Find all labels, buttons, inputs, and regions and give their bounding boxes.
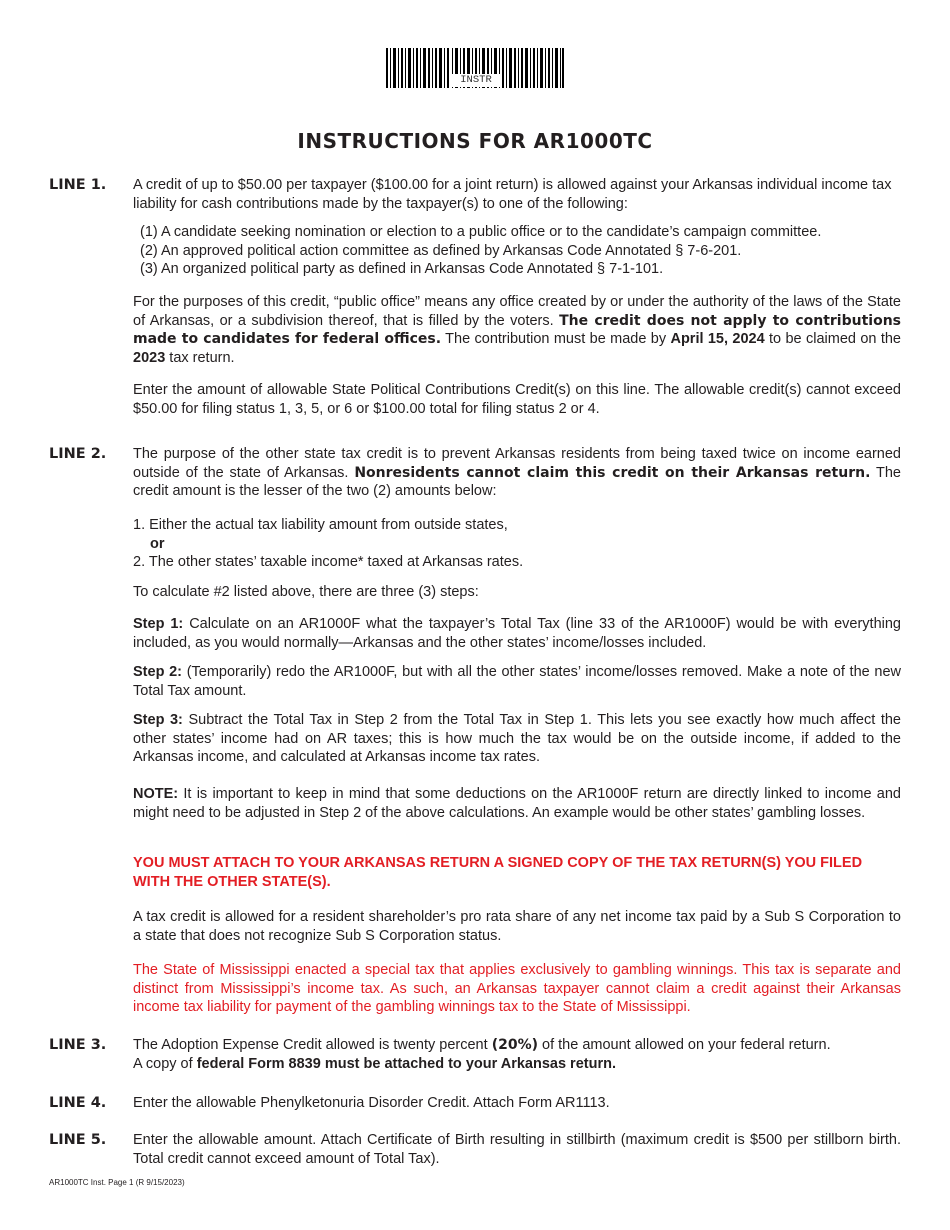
line-2-intro (133, 445, 901, 501)
line-1-list (133, 223, 901, 279)
mississippi-paragraph: The State of Mississippi enacted a special tax that applies exclusively to gambling winnings. This tax is separate and distinct from Mississippi’s income tax. As such, an Arkansas taxpayer cannot claim a credit against their Arkansas income tax liability for payment of the gambling winnings tax to the State of Mississippi. (133, 962, 901, 1015)
federal-exclusion-notice: The credit does not apply to contributions made to candidates for federal offices. (133, 312, 901, 347)
line-4-label: LINE 4. (49, 1095, 107, 1111)
text-span: The purpose of the other state tax credit is to prevent Arkansas residents from being taxed twice on income earned outside of the state of Arkansas. (133, 446, 901, 481)
step-2-text: (Temporarily) redo the AR1000F, but with all the other states’ income/losses removed. Make a note of the new Total Tax amount. (133, 664, 901, 699)
line-1-public-office-paragraph (133, 293, 901, 367)
step-3-text: Subtract the Total Tax in Step 2 from the Total Tax in Step 1. This lets you see exactly how much affect the other states’ income had on AR taxes; this is how much the tax would be on the outside income, if added to the Arkansas income, and calculated at Arkansas income tax rates. (133, 712, 901, 765)
text-span: to be claimed on the (764, 331, 901, 347)
text-span: The Adoption Expense Credit allowed is twenty percent (133, 1037, 492, 1053)
option-1: 1. Either the actual tax liability amount from outside states, (133, 517, 508, 533)
text-span: The credit amount is the lesser of the two (2) amounts below: (133, 464, 901, 499)
option-or: or (150, 535, 165, 552)
line-1-intro (133, 176, 901, 213)
line-1-allowable-paragraph (133, 381, 901, 418)
step-1-text: Calculate on an AR1000F what the taxpayer’s Total Tax (line 33 of the AR1000F) would be with everything included, as you would normally—Arkansas and the other states’ income/losses included. (133, 616, 901, 651)
text-span: The contribution must be made by (441, 331, 671, 347)
subs-corporation-paragraph: A tax credit is allowed for a resident shareholder’s pro rata share of any net income tax paid by a Sub S Corporation to a state that does not recognize Sub S Corporation status. (133, 909, 901, 944)
barcode-label: INSTR (452, 74, 500, 87)
step-3-label: Step 3: (133, 712, 183, 728)
step-1 (133, 615, 901, 652)
line-3-text (133, 1036, 833, 1073)
nonresident-notice: Nonresidents cannot claim this credit on their Arkansas return. (354, 464, 871, 481)
deadline-date: April 15, 2024 (670, 331, 765, 347)
line-3-label: LINE 3. (49, 1037, 107, 1053)
line-1-intro-text: A credit of up to $50.00 per taxpayer ($100.00 for a joint return) is allowed against your Arkansas individual income tax liability for cash contributions made by the taxpayer(s) to one of the following: (133, 177, 892, 212)
barcode (386, 48, 564, 88)
line-1-label: LINE 1. (49, 177, 107, 193)
list-item: (2) An approved political action committee as defined by Arkansas Code Annotated § 7-6-201. (140, 242, 742, 259)
line-5-label: LINE 5. (49, 1132, 107, 1148)
page-footer: AR1000TC Inst. Page 1 (R 9/15/2023) (49, 1178, 185, 1187)
line-2-label: LINE 2. (49, 446, 107, 462)
note-text: It is important to keep in mind that some deductions on the AR1000F return are directly linked to income and might need to be adjusted in Step 2 of the above calculations. An example would be other states’ gambling losses. (133, 786, 901, 821)
step-2 (133, 663, 901, 700)
list-item: (3) An organized political party as defined in Arkansas Code Annotated § 7-1-101. (140, 261, 664, 277)
line-2-calc-intro: To calculate #2 listed above, there are three (3) steps: (133, 584, 479, 600)
note-label: NOTE: (133, 786, 179, 802)
line-2-options (133, 516, 901, 572)
text-span: tax return. (165, 349, 235, 366)
step-3 (133, 711, 901, 767)
text-span: For the purposes of this credit, “public office” means any office created by or under the authority of the laws of the State of Arkansas, or a subdivision thereof, that is filled by the voters. (133, 294, 901, 329)
tax-year: 2023 (133, 349, 166, 366)
line-1-allowable-text: Enter the amount of allowable State Political Contributions Credit(s) on this line. The allowable credit(s) cannot exceed $50.00 for filing status 1, 3, 5, or 6 or $100.00 total for filing status 2 or 4. (133, 382, 901, 417)
list-item: (1) A candidate seeking nomination or election to a public office or to the candidate’s campaign committee. (140, 224, 822, 240)
note (133, 785, 901, 822)
page-title: INSTRUCTIONS FOR AR1000TC (297, 129, 653, 153)
option-2: 2. The other states’ taxable income* taxed at Arkansas rates. (133, 554, 524, 570)
line-5-text: Enter the allowable amount. Attach Certificate of Birth resulting in stillbirth (maximum credit is $500 per stillborn birth. Total credit cannot exceed amount of Total Tax). (133, 1132, 901, 1167)
line-4-text: Enter the allowable Phenylketonuria Disorder Credit. Attach Form AR1113. (133, 1095, 610, 1111)
step-2-label: Step 2: (133, 664, 183, 680)
attach-warning: YOU MUST ATTACH TO YOUR ARKANSAS RETURN A SIGNED COPY OF THE TAX RETURN(S) YOU FILED WITH THE OTHER STATE(S). (133, 855, 863, 890)
step-1-label: Step 1: (133, 616, 184, 632)
percentage: (20%) (491, 1037, 538, 1053)
text-span: of the amount allowed on your federal return. A copy of (133, 1037, 831, 1072)
form-8839-notice: federal Form 8839 must be attached to your Arkansas return. (196, 1055, 616, 1072)
